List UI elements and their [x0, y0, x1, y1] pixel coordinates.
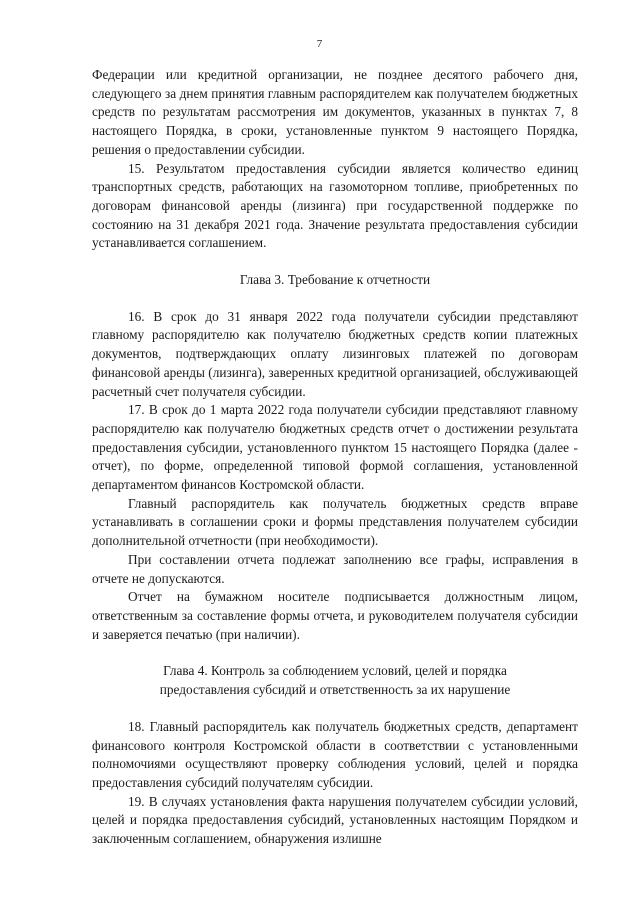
chapter-3-heading: Глава 3. Требование к отчетности: [239, 272, 431, 288]
page-content: [92, 66, 578, 849]
page-number: 7: [316, 38, 323, 50]
chapter-4-heading-line-2: предоставления субсидий и ответственность за их нарушение: [159, 682, 511, 698]
chapter-4-heading-line-1: Глава 4. Контроль за соблюдением условий, целей и порядка: [163, 663, 507, 679]
paragraph-17: 17. В срок до 1 марта 2022 года получатели субсидии представляют главному распорядителю как получателю бюджетных средств отчет о достижении результата предоставления субсидии, установленного пунктом 15 настоящего Порядка (далее - отчет), по форме, определенной типовой формой соглашения, установленной департаментом финансов Костромской области.: [92, 402, 578, 493]
paragraph-report-signing: Отчет на бумажном носителе подписывается должностным лицом, ответственным за составление формы отчета, и руководителем получателя субсидии и заверяется печатью (при наличии).: [92, 589, 578, 642]
paragraph-continuation: Федерации или кредитной организации, не позднее десятого рабочего дня, следующего за днем принятия главным распорядителем как получателем бюджетных средств по результатам рассмотрения им документов, указанных в пунктах 7, 8 настоящего Порядка, в сроки, установленные пунктом 9 настоящего Порядка, решения о предоставлении субсидии.: [92, 67, 578, 157]
paragraph-report-fields: При составлении отчета подлежат заполнению все графы, исправления в отчете не допускаются.: [92, 551, 578, 586]
paragraph-15: 15. Результатом предоставления субсидии является количество единиц транспортных средств, работающих на газомоторном топливе, приобретенных по договорам финансовой аренды (лизинга) при государственной поддержке по состоянию на 31 декабря 2021 года. Значение результата предоставления субсидии устанавливается соглашением.: [92, 160, 578, 251]
paragraph-19: 19. В случаях установления факта нарушения получателем субсидии условий, целей и порядка предоставления субсидий, установленных настоящим Порядком и заключенным соглашением, обнаружения излишне: [92, 793, 578, 847]
paragraph-16: 16. В срок до 31 января 2022 года получатели субсидии представляют главному распорядителю как получателю бюджетных средств копии платежных документов, подтверждающих оплату лизинговых платежей по договорам финансовой аренды (лизинга), заверенных кредитной организацией, обслуживающей расчетный счет получателя субсидии.: [92, 308, 578, 399]
paragraph-18: 18. Главный распорядитель как получатель бюджетных средств, департамент финансового контроля Костромской области в соответствии с установленными полномочиями осуществляют проверку соблюдения условий, целей и порядка предоставления субсидий получателям субсидии.: [92, 718, 578, 790]
paragraph-additional-reporting: Главный распорядитель как получатель бюджетных средств вправе устанавливать в соглашении сроки и формы представления получателем субсидии дополнительной отчетности (при необходимости).: [92, 495, 578, 549]
